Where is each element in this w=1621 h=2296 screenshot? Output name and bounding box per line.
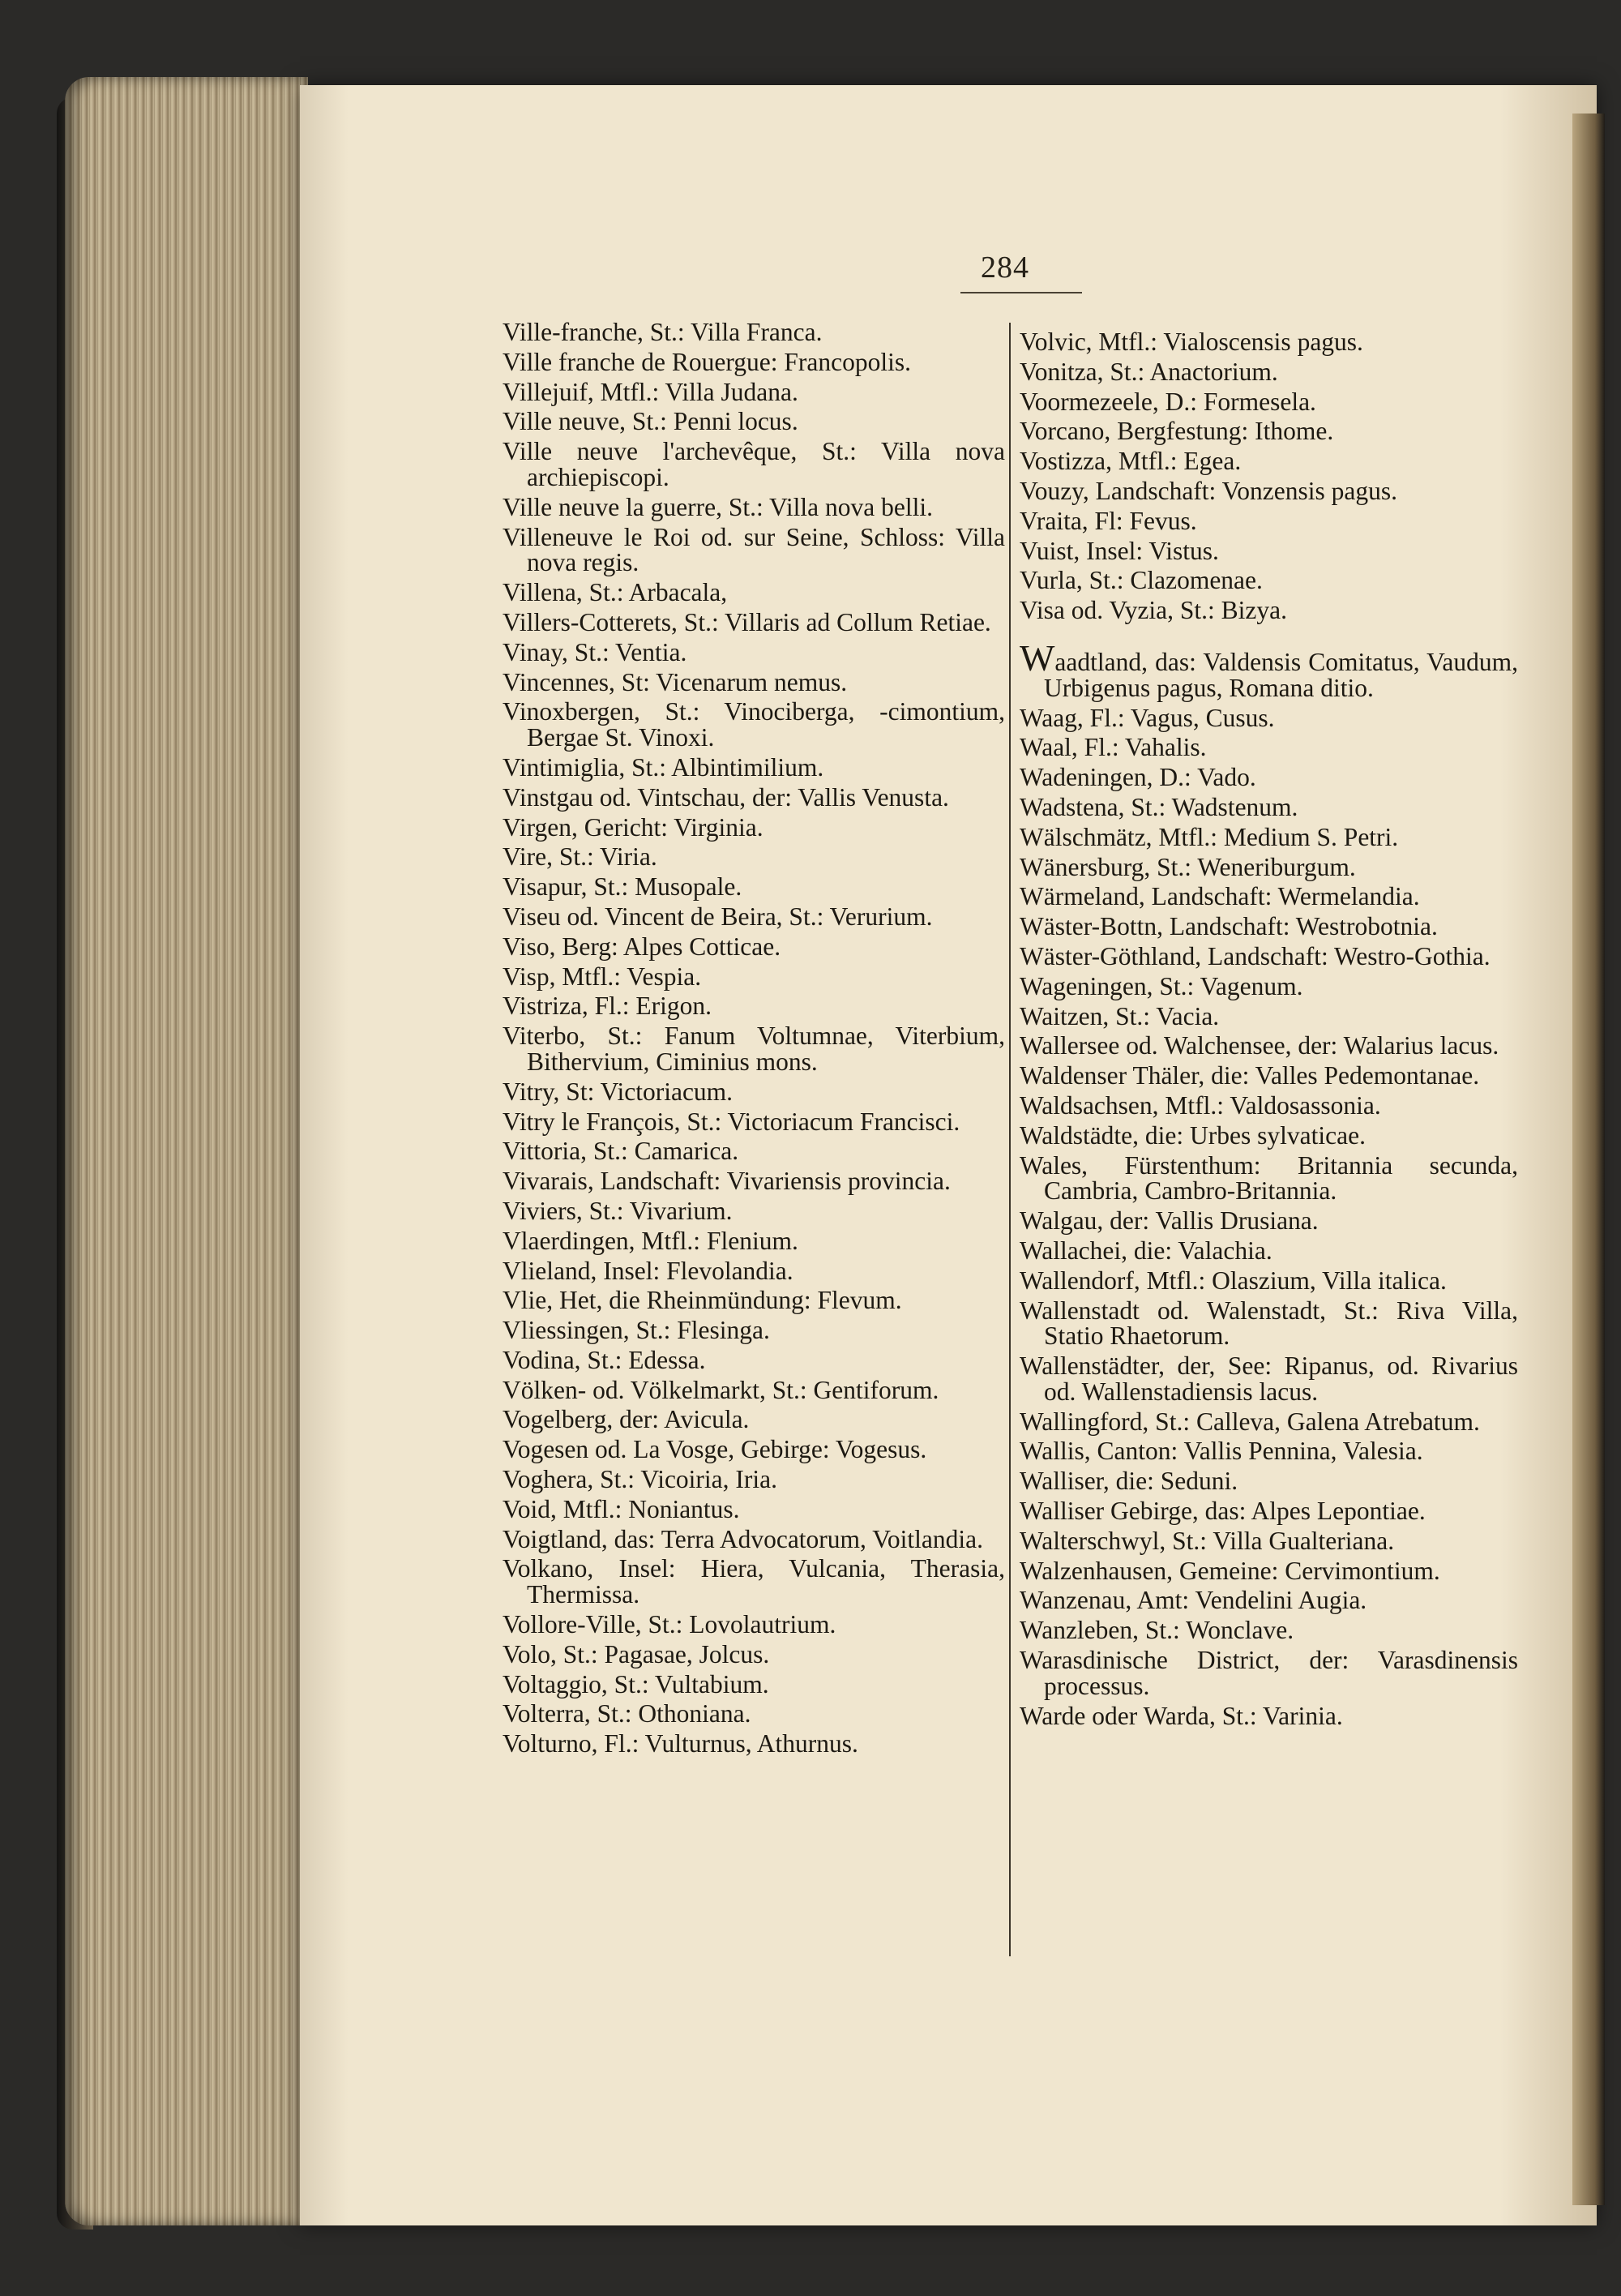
dictionary-entry: Vonitza, St.: Anactorium.	[1020, 357, 1278, 386]
dictionary-entry: Vistriza, Fl.: Erigon.	[503, 992, 712, 1021]
dictionary-entry: Walliser Gebirge, das: Alpes Lepontiae.	[1020, 1497, 1426, 1526]
dictionary-entry: Waitzen, St.: Vacia.	[1020, 1001, 1220, 1030]
dictionary-entry: Vincennes, St: Vicenarum nemus.	[503, 667, 848, 696]
page-stack-edge	[65, 77, 308, 2225]
dictionary-entry: Wallenstädter, der, See: Ripanus, od. Rivarius od. Wallenstadiensis lacus.	[1020, 1351, 1518, 1406]
dictionary-entry: Wallersee od. Walchensee, der: Walarius lacus.	[1020, 1031, 1499, 1060]
dictionary-entry: Waal, Fl.: Vahalis.	[1020, 733, 1207, 762]
dictionary-entry: Vurla, St.: Clazomenae.	[1020, 566, 1263, 595]
dictionary-entry: Ville franche de Rouergue: Francopolis.	[503, 347, 911, 376]
dictionary-entry: Ville neuve l'archevêque, St.: Villa nova archiepiscopi.	[503, 437, 1005, 491]
dictionary-entry: Vlaerdingen, Mtfl.: Flenium.	[503, 1226, 798, 1255]
dictionary-entry: Villejuif, Mtfl.: Villa Judana.	[503, 377, 798, 406]
dictionary-entry: Wäster-Bottn, Landschaft: Westrobotnia.	[1020, 912, 1438, 941]
dictionary-entry: Volkano, Insel: Hiera, Vulcania, Therasia, Thermissa.	[503, 1554, 1005, 1609]
page-number: 284	[981, 251, 1029, 285]
dictionary-entry: Vintimiglia, St.: Albintimilium.	[503, 752, 824, 782]
column-divider	[1009, 323, 1011, 1956]
dictionary-entry: Visa od. Vyzia, St.: Bizya.	[1020, 596, 1287, 625]
dictionary-entry: Viso, Berg: Alpes Cotticae.	[503, 932, 781, 961]
dictionary-entry: Volturno, Fl.: Vulturnus, Athurnus.	[503, 1729, 858, 1758]
dictionary-entry: Vuist, Insel: Vistus.	[1020, 536, 1219, 565]
dictionary-entry: Wallingford, St.: Calleva, Galena Atrebatum.	[1020, 1407, 1480, 1436]
dictionary-entry: Wadstena, St.: Wadstenum.	[1020, 792, 1298, 821]
right-column	[1020, 329, 1518, 1733]
dictionary-entry: Vlie, Het, die Rheinmündung: Flevum.	[503, 1286, 902, 1315]
dictionary-entry: Ville neuve, St.: Penni locus.	[503, 407, 798, 436]
dictionary-entry: Viterbo, St.: Fanum Voltumnae, Viterbium, Bithervium, Ciminius mons.	[503, 1022, 1005, 1076]
dictionary-entry: Wallis, Canton: Vallis Pennina, Valesia.	[1020, 1437, 1423, 1466]
dictionary-entry: Vinoxbergen, St.: Vinociberga, -cimontium, Bergae St. Vinoxi.	[503, 697, 1005, 752]
dictionary-entry: Vraita, Fl: Fevus.	[1020, 506, 1197, 535]
dictionary-entry: Walliser, die: Seduni.	[1020, 1467, 1238, 1496]
dictionary-entry: Volvic, Mtfl.: Vialoscensis pagus.	[1020, 328, 1363, 356]
dictionary-entry: Vliessingen, St.: Flesinga.	[503, 1316, 770, 1345]
dictionary-entry: Warde oder Warda, St.: Varinia.	[1020, 1701, 1343, 1730]
dictionary-entry: Wanzleben, St.: Wonclave.	[1020, 1616, 1294, 1645]
dictionary-entry: Vitry, St: Victoriacum.	[503, 1077, 734, 1106]
dictionary-entry: Wälschmätz, Mtfl.: Medium S. Petri.	[1020, 822, 1399, 851]
dictionary-entry: Vitry le François, St.: Victoriacum Francisci.	[503, 1107, 960, 1136]
dictionary-entry: Villena, St.: Arbacala,	[503, 578, 728, 607]
dictionary-entry: Vogesen od. La Vosge, Gebirge: Vogesus.	[503, 1435, 927, 1464]
dictionary-entry: Ville neuve la guerre, St.: Villa nova belli.	[503, 492, 933, 521]
dictionary-entry: Volterra, St.: Othoniana.	[503, 1699, 751, 1728]
dictionary-entry: Warasdinische District, der: Varasdinensis processus.	[1020, 1646, 1518, 1700]
dictionary-entry: Wadeningen, D.: Vado.	[1020, 763, 1256, 792]
dictionary-entry: Viseu od. Vincent de Beira, St.: Verurium.	[503, 902, 933, 931]
dictionary-entry: Wärmeland, Landschaft: Wermelandia.	[1020, 882, 1420, 911]
dictionary-entry: Vittoria, St.: Camarica.	[503, 1137, 739, 1166]
dictionary-entry: Walzenhausen, Gemeine: Cervimontium.	[1020, 1556, 1440, 1585]
dictionary-entry: Waldsachsen, Mtfl.: Valdosassonia.	[1020, 1090, 1381, 1120]
dictionary-entry: Vollore-Ville, St.: Lovolautrium.	[503, 1610, 836, 1639]
dictionary-entry: Visp, Mtfl.: Vespia.	[503, 962, 702, 991]
gutter-shadow	[1572, 114, 1605, 2205]
dictionary-entry: Vorcano, Bergfestung: Ithome.	[1020, 417, 1334, 446]
dictionary-entry: Vlieland, Insel: Flevolandia.	[503, 1256, 793, 1285]
dictionary-entry: Villers-Cotterets, St.: Villaris ad Collum Retiae.	[503, 607, 991, 636]
dictionary-entry: Völken- od. Völkelmarkt, St.: Gentiforum.	[503, 1375, 939, 1404]
dictionary-entry: Wanzenau, Amt: Vendelini Augia.	[1020, 1586, 1367, 1615]
dictionary-entry: Wallachei, die: Valachia.	[1020, 1236, 1272, 1265]
dictionary-entry: Wallendorf, Mtfl.: Olaszium, Villa italica.	[1020, 1266, 1447, 1295]
dictionary-entry: Wäster-Göthland, Landschaft: Westro-Gothia.	[1020, 941, 1491, 970]
dictionary-entry: Wageningen, St.: Vagenum.	[1020, 971, 1303, 1000]
dictionary-entry: Voghera, St.: Vicoiria, Iria.	[503, 1465, 777, 1494]
dictionary-entry: Waldenser Thäler, die: Valles Pedemontanae.	[1020, 1061, 1480, 1090]
dictionary-entry: Voormezeele, D.: Formesela.	[1020, 387, 1316, 416]
dictionary-entry: Void, Mtfl.: Noniantus.	[503, 1494, 740, 1523]
dictionary-entry: Wallenstadt od. Walenstadt, St.: Riva Villa, Statio Rhaetorum.	[1020, 1296, 1518, 1351]
dictionary-entry: Wänersburg, St.: Weneriburgum.	[1020, 852, 1356, 881]
dictionary-entry: Vouzy, Landschaft: Vonzensis pagus.	[1020, 476, 1398, 505]
dictionary-entry: Ville-franche, St.: Villa Franca.	[503, 318, 823, 346]
dictionary-entry: Vinay, St.: Ventia.	[503, 637, 687, 666]
dictionary-entry: Voltaggio, St.: Vultabium.	[503, 1669, 769, 1698]
dictionary-entry: Villeneuve le Roi od. sur Seine, Schloss: Villa nova regis.	[503, 522, 1005, 577]
dictionary-entry: Vogelberg, der: Avicula.	[503, 1405, 750, 1434]
dictionary-entry: Vire, St.: Viria.	[503, 842, 657, 872]
dictionary-entry: Volo, St.: Pagasae, Jolcus.	[503, 1639, 770, 1668]
dictionary-entry: Waadtland, das: Valdensis Comitatus, Vaudum, Urbigenus pagus, Romana ditio.	[1020, 636, 1518, 702]
dictionary-entry: Vodina, St.: Edessa.	[503, 1345, 706, 1374]
left-column	[503, 319, 1005, 1761]
dictionary-entry: Waag, Fl.: Vagus, Cusus.	[1020, 703, 1275, 732]
dictionary-entry: Visapur, St.: Musopale.	[503, 872, 742, 902]
dictionary-entry: Virgen, Gericht: Virginia.	[503, 812, 763, 842]
dictionary-entry: Walgau, der: Vallis Drusiana.	[1020, 1206, 1319, 1236]
dictionary-entry: Vostizza, Mtfl.: Egea.	[1020, 447, 1242, 476]
dictionary-entry: Wales, Fürstenthum: Britannia secunda, Cambria, Cambro-Britannia.	[1020, 1150, 1518, 1206]
dictionary-entry: Waldstädte, die: Urbes sylvaticae.	[1020, 1120, 1366, 1150]
page-number-rule	[960, 292, 1082, 293]
dictionary-entry: Vinstgau od. Vintschau, der: Vallis Venusta.	[503, 782, 949, 812]
dictionary-entry: Voigtland, das: Terra Advocatorum, Voitlandia.	[503, 1524, 984, 1553]
dictionary-entry: Walterschwyl, St.: Villa Gualteriana.	[1020, 1526, 1395, 1555]
dictionary-entry: Vivarais, Landschaft: Vivariensis provincia.	[503, 1167, 951, 1196]
dictionary-entry: Viviers, St.: Vivarium.	[503, 1196, 733, 1225]
